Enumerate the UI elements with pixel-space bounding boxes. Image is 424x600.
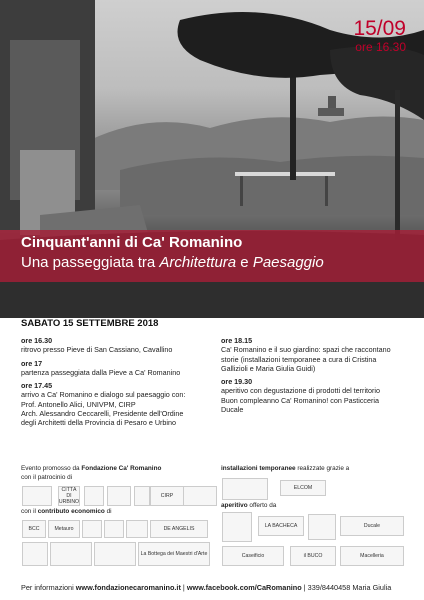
program-time: ore 17.45 (21, 381, 53, 391)
program-text: aperitivo con degustazione di prodotti del territorio (221, 386, 381, 396)
logo-patron (84, 486, 104, 506)
program-text: Buon compleanno Ca' Romanino! con Pasticceria (221, 395, 379, 405)
logo-aperitivo (222, 512, 252, 542)
speaker: Prof. Antonello Alici, UNIVPM, CIRP (21, 399, 136, 409)
logo-install (222, 478, 268, 500)
logo-sponsor (82, 520, 102, 538)
logo-sponsor (50, 542, 92, 566)
installations-label: installazioni temporanee realizzate grazie a (221, 465, 350, 472)
logo-caseificio: Caseificio (222, 546, 284, 566)
event-time: ore 16.30 (355, 40, 406, 54)
event-title: Cinquant'anni di Ca' Romanino (21, 234, 243, 251)
program-time: ore 18.15 (221, 336, 253, 345)
logo-sponsor (126, 520, 148, 538)
logo-macelleria: Macelleria (340, 546, 404, 566)
program-right (221, 336, 407, 414)
logo-ordine-architetti (183, 486, 217, 506)
logo-bcc: BCC (22, 520, 46, 538)
logo-la-bacheca: LA BACHECA (258, 516, 304, 536)
logo-il-buco: il BUCO (290, 546, 336, 566)
contributors-label: con il contributo economico di (21, 508, 112, 515)
logo-citta-urbino: CITTÀ DI URBINO (58, 487, 80, 505)
program-text: ritrovo presso Pieve di San Cassiano, Cavallino (21, 345, 173, 355)
footer-info: Per informazioni www.fondazionecaromanino.it | www.facebook.com/CaRomanino | 339/8440458 Maria Giulia (21, 583, 392, 592)
speaker: Arch. Alessandro Ceccarelli, Presidente dell'Ordine (21, 409, 184, 419)
facebook-link[interactable]: www.facebook.com/CaRomanino (186, 583, 302, 592)
logo-sponsor (94, 542, 136, 566)
logo-ca-romanino (22, 486, 52, 506)
logo-ducale: Ducale (340, 516, 404, 536)
program-text: Ducale (221, 405, 244, 415)
event-day: 15/09 (353, 17, 406, 40)
logo-sponsor (104, 520, 124, 538)
logo-cirp: CIRP (150, 486, 184, 506)
program-text: Ca' Romanino e il suo giardino: spazi che raccontano (221, 345, 391, 355)
aperitivo-label: aperitivo offerto da (221, 502, 277, 509)
logo-elcom: ELCOM (280, 480, 326, 496)
program-heading: SABATO 15 SETTEMBRE 2018 (21, 318, 159, 329)
logo-patron (134, 486, 150, 506)
program-time: ore 16.30 (21, 336, 53, 345)
program-text: storie (installazioni temporanee a cura di Cristina (221, 354, 377, 364)
patronage-label: con il patrocinio di (21, 474, 73, 481)
program-time: ore 17 (21, 358, 43, 368)
program-time: ore 19.30 (221, 377, 253, 387)
logo-sponsor (22, 542, 48, 566)
event-date (353, 18, 406, 54)
logo-metauro: Metauro (48, 520, 80, 538)
logo-de-angelis: DE ANGELIS (150, 520, 208, 538)
logo-bottega-maestri: La Bottega dei Maestri d'Arte (138, 542, 210, 566)
logo-aperitivo (308, 514, 336, 540)
program-left (21, 336, 216, 428)
logo-patron (107, 486, 131, 506)
program-text: arrivo a Ca' Romanino e dialogo sul paesaggio con: (21, 390, 186, 400)
speaker: degli Architetti della Provincia di Pesaro e Urbino (21, 418, 177, 428)
website-link[interactable]: www.fondazionecaromanino.it (75, 583, 181, 592)
program-text: Gallizioli e Maria Giulia Guidi) (221, 363, 316, 373)
title-band (0, 230, 424, 282)
program-text: partenza passeggiata dalla Pieve a Ca' Romanino (21, 367, 181, 377)
promoted-by: Evento promosso da Fondazione Ca' Romanino (21, 465, 162, 472)
event-subtitle: Una passeggiata tra Architettura e Paesaggio (21, 254, 324, 271)
